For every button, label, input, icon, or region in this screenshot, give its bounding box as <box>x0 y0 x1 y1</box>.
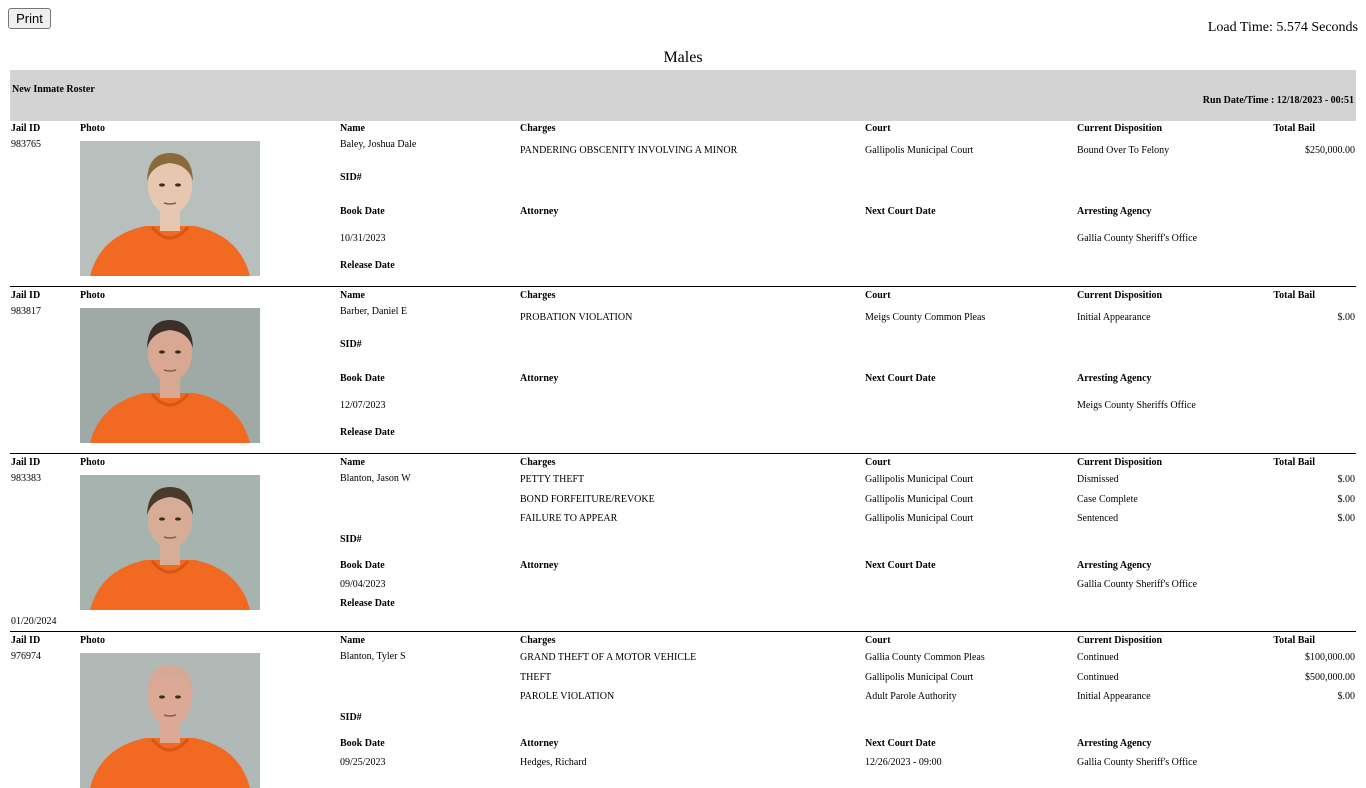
inmate-name: Blanton, Tyler S <box>340 651 406 662</box>
charge-text: THEFT <box>520 671 552 683</box>
court-label: Court <box>865 290 891 301</box>
sid-label: SID# <box>340 339 362 350</box>
photo-label: Photo <box>80 457 105 468</box>
load-time: Load Time: 5.574 Seconds <box>1207 20 1358 35</box>
next-court-date-label: Next Court Date <box>865 206 936 217</box>
inmate-photo <box>80 141 260 276</box>
next-court-date-label: Next Court Date <box>865 560 936 571</box>
charge-text: PANDERING OBSCENITY INVOLVING A MINOR <box>520 145 738 156</box>
total-bail-label: Total Bail <box>1273 123 1315 134</box>
charge-court: Gallipolis Municipal Court <box>865 145 974 156</box>
charge-bail: $500,000.00 <box>1305 671 1355 683</box>
charges-label: Charges <box>520 290 556 301</box>
book-date: 09/25/2023 <box>340 757 386 768</box>
charge-disposition: Initial Appearance <box>1077 312 1151 323</box>
book-date-label: Book Date <box>340 738 385 749</box>
photo-label: Photo <box>80 290 105 301</box>
sid-label: SID# <box>340 172 362 183</box>
charge-court: Gallipolis Municipal Court <box>865 493 974 505</box>
inmate-record <box>10 123 1356 290</box>
arresting-agency: Gallia County Sheriff's Office <box>1077 757 1198 768</box>
photo-label: Photo <box>80 123 105 134</box>
inmate-record <box>10 635 1356 780</box>
next-court-date-label: Next Court Date <box>865 738 936 749</box>
charge-bail: $.00 <box>1337 691 1355 702</box>
attorney-label: Attorney <box>520 560 559 571</box>
total-bail-label: Total Bail <box>1273 457 1315 468</box>
charge-disposition: Case Complete <box>1077 493 1138 505</box>
disposition-label: Current Disposition <box>1077 123 1163 134</box>
jail-id-label: Jail ID <box>11 123 41 134</box>
roster-title: New Inmate Roster <box>12 84 95 95</box>
run-date: Run Date/Time : 12/18/2023 - 00:51 <box>1202 95 1354 106</box>
next-court-date: 12/26/2023 - 09:00 <box>865 757 942 768</box>
release-date-label: Release Date <box>340 598 395 609</box>
charge-court: Meigs County Common Pleas <box>865 312 986 323</box>
charge-text: GRAND THEFT OF A MOTOR VEHICLE <box>520 652 697 663</box>
attorney-label: Attorney <box>520 373 559 384</box>
charge-text: PETTY THEFT <box>520 474 585 485</box>
book-date-label: Book Date <box>340 373 385 384</box>
charge-text: PROBATION VIOLATION <box>520 312 633 323</box>
total-bail-label: Total Bail <box>1273 635 1315 646</box>
arresting-agency: Gallia County Sheriff's Office <box>1077 233 1198 244</box>
charge-court: Gallipolis Municipal Court <box>865 513 974 524</box>
charge-disposition: Dismissed <box>1077 474 1119 485</box>
charge-disposition: Initial Appearance <box>1077 691 1151 702</box>
name-label: Name <box>340 123 365 134</box>
charges-label: Charges <box>520 123 556 134</box>
jail-id-label: Jail ID <box>11 457 41 468</box>
court-label: Court <box>865 123 891 134</box>
attorney-label: Attorney <box>520 738 559 749</box>
inmate-name: Baley, Joshua Dale <box>340 139 417 150</box>
book-date: 12/07/2023 <box>340 400 386 411</box>
charge-bail: $.00 <box>1337 493 1355 505</box>
book-date: 10/31/2023 <box>340 233 386 244</box>
jail-id: 976974 <box>11 651 41 662</box>
release-date-label: Release Date <box>340 427 395 438</box>
arresting-agency: Meigs County Sheriffs Office <box>1077 400 1196 411</box>
print-button[interactable]: Print <box>8 8 51 29</box>
charges-label: Charges <box>520 457 556 468</box>
arresting-agency-label: Arresting Agency <box>1077 206 1152 217</box>
charge-disposition: Bound Over To Felony <box>1077 145 1170 156</box>
arresting-agency-label: Arresting Agency <box>1077 373 1152 384</box>
book-date: 09/04/2023 <box>340 579 386 590</box>
inmate-photo <box>80 475 260 610</box>
court-label: Court <box>865 457 891 468</box>
name-label: Name <box>340 290 365 301</box>
inmate-record <box>10 290 1356 457</box>
jail-id: 983765 <box>11 139 41 150</box>
release-date: 01/20/2024 <box>11 616 57 627</box>
inmate-name: Blanton, Jason W <box>340 473 411 484</box>
row-separator <box>10 453 1356 454</box>
charge-bail: $100,000.00 <box>1305 652 1355 663</box>
charge-disposition: Sentenced <box>1077 513 1119 524</box>
jail-id: 983817 <box>11 306 41 317</box>
charge-bail: $.00 <box>1337 513 1355 524</box>
charge-disposition: Continued <box>1077 671 1119 683</box>
sid-label: SID# <box>340 534 362 545</box>
charges-label: Charges <box>520 635 556 646</box>
inmate-record <box>10 457 1356 635</box>
sid-label: SID# <box>340 712 362 723</box>
court-label: Court <box>865 635 891 646</box>
attorney-label: Attorney <box>520 206 559 217</box>
charge-text: FAILURE TO APPEAR <box>520 513 618 524</box>
charge-disposition: Continued <box>1077 652 1119 663</box>
name-label: Name <box>340 457 365 468</box>
jail-id-label: Jail ID <box>11 635 41 646</box>
row-separator <box>10 286 1356 287</box>
charge-text: BOND FORFEITURE/REVOKE <box>520 493 655 505</box>
book-date-label: Book Date <box>340 560 385 571</box>
attorney: Hedges, Richard <box>520 757 587 768</box>
release-date-label: Release Date <box>340 260 395 271</box>
charge-bail: $.00 <box>1337 474 1355 485</box>
section-title: Males <box>663 49 703 66</box>
arresting-agency-label: Arresting Agency <box>1077 738 1152 749</box>
total-bail-label: Total Bail <box>1273 290 1315 301</box>
charge-text: PAROLE VIOLATION <box>520 691 615 702</box>
photo-label: Photo <box>80 635 105 646</box>
next-court-date-label: Next Court Date <box>865 373 936 384</box>
disposition-label: Current Disposition <box>1077 635 1163 646</box>
charge-court: Gallia County Common Pleas <box>865 652 985 663</box>
disposition-label: Current Disposition <box>1077 457 1163 468</box>
inmate-name: Barber, Daniel E <box>340 306 408 317</box>
charge-bail: $.00 <box>1337 312 1355 323</box>
disposition-label: Current Disposition <box>1077 290 1163 301</box>
book-date-label: Book Date <box>340 206 385 217</box>
name-label: Name <box>340 635 365 646</box>
arresting-agency-label: Arresting Agency <box>1077 560 1152 571</box>
roster-header <box>10 70 1356 121</box>
arresting-agency: Gallia County Sheriff's Office <box>1077 579 1198 590</box>
charge-bail: $250,000.00 <box>1305 145 1355 156</box>
jail-id-label: Jail ID <box>11 290 41 301</box>
jail-id: 983383 <box>11 473 41 484</box>
charge-court: Gallipolis Municipal Court <box>865 474 974 485</box>
inmate-photo <box>80 308 260 443</box>
charge-court: Adult Parole Authority <box>865 691 957 702</box>
row-separator <box>10 631 1356 632</box>
charge-court: Gallipolis Municipal Court <box>865 671 974 683</box>
